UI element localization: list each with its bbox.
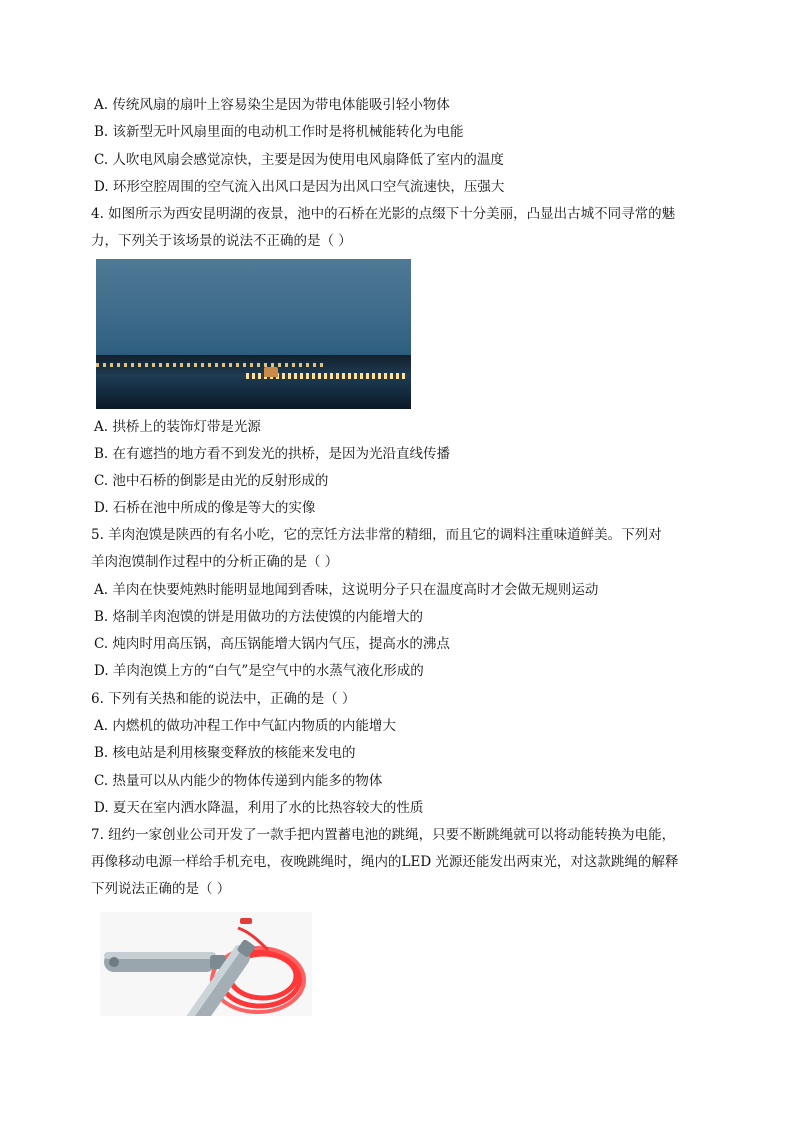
q6-option-b: B. 核电站是利用核聚变释放的核能来发电的	[94, 745, 356, 761]
q4-option-a: A. 拱桥上的装饰灯带是光源	[94, 419, 261, 435]
q7-stem-line2: 再像移动电源一样给手机充电，夜晚跳绳时，绳内的LED 光源还能发出两束光，对这款跳绳的解释	[91, 854, 679, 870]
q6-option-d: D. 夏天在室内洒水降温，利用了水的比热容较大的性质	[94, 800, 424, 816]
q5-option-c: C. 炖肉时用高压锅，高压锅能增大锅内气压，提高水的沸点	[94, 636, 450, 652]
q4-option-b: B. 在有遮挡的地方看不到发光的拱桥，是因为光沿直线传播	[94, 446, 451, 462]
q4-option-d: D. 石桥在池中所成的像是等大的实像	[94, 500, 316, 516]
q6-option-a: A. 内燃机的做功冲程工作中气缸内物质的内能增大	[94, 718, 396, 734]
q7-stem-line3: 下列说法正确的是（ ）	[91, 881, 231, 897]
q5-option-b: B. 烙制羊肉泡馍的饼是用做功的方法使馍的内能增大的	[94, 609, 424, 625]
q3-option-b: B. 该新型无叶风扇里面的电动机工作时是将机械能转化为电能	[94, 124, 464, 140]
q4-stem-line2: 力，下列关于该场景的说法不正确的是（ ）	[91, 233, 352, 249]
q5-option-d: D. 羊肉泡馍上方的“白气”是空气中的水蒸气液化形成的	[94, 663, 424, 679]
jump-rope-photo	[100, 912, 312, 1016]
lake-night-photo	[96, 259, 411, 409]
q3-option-d: D. 环形空腔周围的空气流入出风口是因为出风口空气流速快，压强大	[94, 179, 505, 195]
q6-stem: 6. 下列有关热和能的说法中，正确的是（ ）	[91, 691, 356, 707]
q4-stem-line1: 4. 如图所示为西安昆明湖的夜景，池中的石桥在光影的点缀下十分美丽，凸显出古城不同寻常的魅	[91, 206, 676, 222]
q6-option-c: C. 热量可以从内能少的物体传递到内能多的物体	[94, 773, 383, 789]
q7-stem-line1: 7. 纽约一家创业公司开发了一款手把内置蓄电池的跳绳，只要不断跳绳就可以将动能转换为电能，	[91, 827, 676, 843]
q3-option-c: C. 人吹电风扇会感觉凉快，主要是因为使用电风扇降低了室内的温度	[94, 152, 504, 168]
q5-option-a: A. 羊肉在快要炖熟时能明显地闻到香味，这说明分子只在温度高时才会做无规则运动	[94, 582, 599, 598]
q4-option-c: C. 池中石桥的倒影是由光的反射形成的	[94, 473, 329, 489]
q5-stem-line2: 羊肉泡馍制作过程中的分析正确的是（ ）	[91, 554, 339, 570]
q5-stem-line1: 5. 羊肉泡馍是陕西的有名小吃，它的烹饪方法非常的精细，而且它的调料注重味道鲜美。下列对	[91, 527, 662, 543]
q3-option-a: A. 传统风扇的扇叶上容易染尘是因为带电体能吸引轻小物体	[94, 97, 450, 113]
